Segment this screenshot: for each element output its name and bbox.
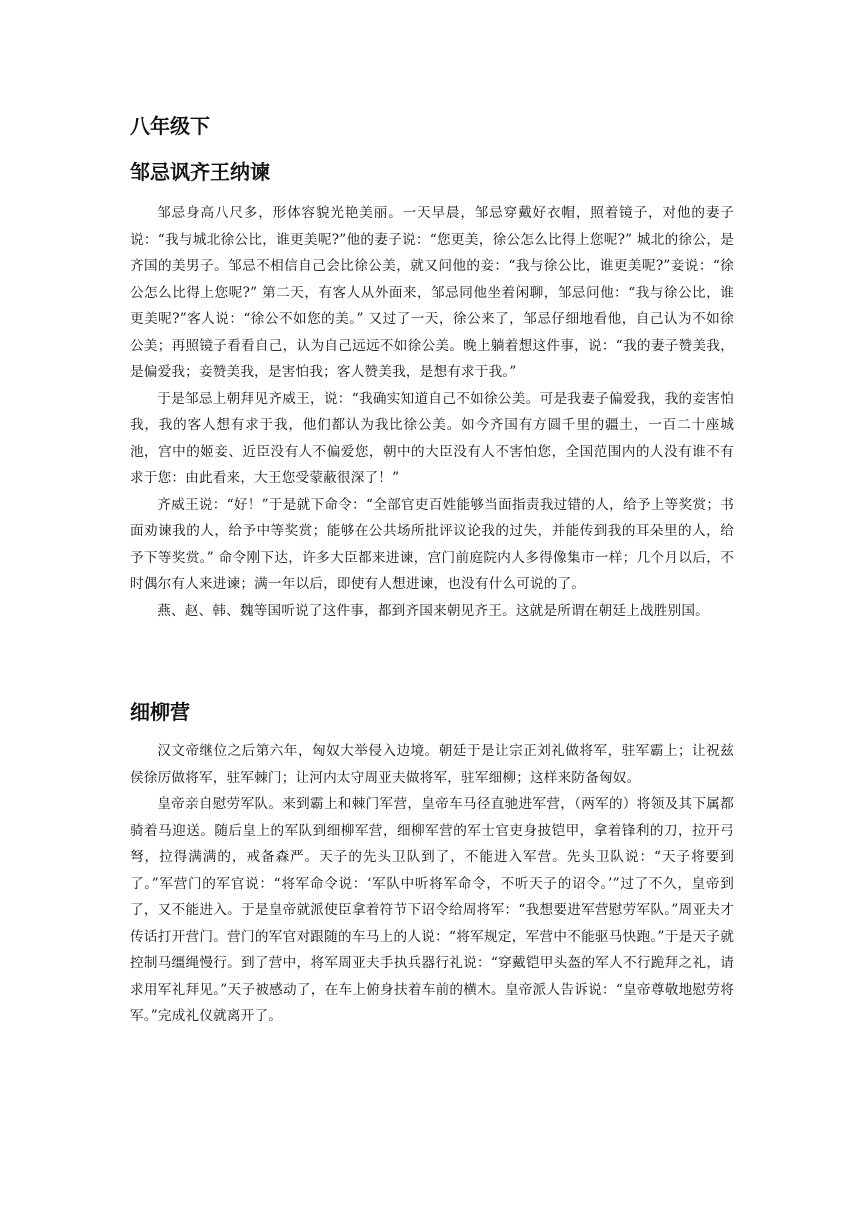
section-title: 邹忌讽齐王纳谏 — [130, 160, 270, 184]
section-body — [130, 738, 734, 1030]
paragraph: 齐威王说：“好！”于是就下命令：“全部官吏百姓能够当面指责我过错的人，给予上等奖赏；书面劝谏我的人，给予中等奖赏；能够在公共场所批评议论我的过失，并能传到我的耳朵里的人，给予下等奖赏。” 命令刚下达，许多大臣都来进谏，宫门前庭院内人多得像集市一样；几个月以后，不时偶尔有人来进谏；满一年以后，即使有人想进谏，也没有什么可说的了。 — [130, 496, 734, 592]
grade-heading: 八年级下 — [130, 114, 210, 138]
paragraph: 邹忌身高八尺多，形体容貌光艳美丽。一天早晨，邹忌穿戴好衣帽，照着镜子，对他的妻子说：“我与城北徐公比，谁更美呢?”他的妻子说：“您更美，徐公怎么比得上您呢?” 城北的徐公，是齐国的美男子。邹忌不相信自己会比徐公美，就又问他的妾：“我与徐公比，谁更美呢?”妾说：“徐公怎么比得上您呢?” 第二天，有客人从外面来，邹忌同他坐着闲聊，邹忌问他：“我与徐公比，谁更美呢?”客人说：“徐公不如您的美。” 又过了一天，徐公来了，邹忌仔细地看他，自己认为不如徐公美；再照镜子看看自己，认为自己远远不如徐公美。晚上躺着想这件事，说：“我的妻子赞美我，是偏爱我；妾赞美我，是害怕我；客人赞美我，是想有求于我。” — [130, 205, 734, 380]
paragraph: 于是邹忌上朝拜见齐威王，说：“我确实知道自己不如徐公美。可是我妻子偏爱我，我的妾害怕我，我的客人想有求于我，他们都认为我比徐公美。如今齐国有方圆千里的疆土，一百二十座城池，宫中的姬妾、近臣没有人不偏爱您，朝中的大臣没有人不害怕您，全国范围内的人没有谁不有求于您：由此看来，大王您受蒙蔽很深了！” — [130, 390, 734, 486]
paragraph: 汉文帝继位之后第六年，匈奴大举侵入边境。朝廷于是让宗正刘礼做将军，驻军霸上；让祝兹侯徐厉做将军，驻军棘门；让河内太守周亚夫做将军，驻军细柳；这样来防备匈奴。 — [130, 743, 734, 786]
section-body — [130, 200, 734, 624]
section-title: 细柳营 — [130, 700, 190, 724]
paragraph: 皇帝亲自慰劳军队。来到霸上和棘门军营，皇帝车马径直驰进军营，（两军的）将领及其下属都骑着马迎送。随后皇上的军队到细柳军营，细柳军营的军士官吏身披铠甲，拿着锋利的刀，拉开弓弩，拉得满满的，戒备森严。天子的先头卫队到了，不能进入军营。先头卫队说：“天子将要到了。”军营门的军官说：“将军命令说：‘军队中听将军命令，不听天子的诏令。’”过了不久，皇帝到了，又不能进入。于是皇帝就派使臣拿着符节下诏令给周将军：“我想要进军营慰劳军队。”周亚夫才传话打开营门。营门的军官对跟随的车马上的人说：“将军规定，军营中不能驱马快跑。”于是天子就控制马缰绳慢行。到了营中，将军周亚夫手执兵器行礼说：“穿戴铠甲头盔的军人不行跪拜之礼，请求用军礼拜见。”天子被感动了，在车上俯身扶着车前的横木。皇帝派人告诉说：“皇帝尊敬地慰劳将军。”完成礼仪就离开了。 — [130, 796, 734, 1024]
paragraph: 燕、赵、韩、魏等国听说了这件事，都到齐国来朝见齐王。这就是所谓在朝廷上战胜别国。 — [157, 602, 709, 619]
